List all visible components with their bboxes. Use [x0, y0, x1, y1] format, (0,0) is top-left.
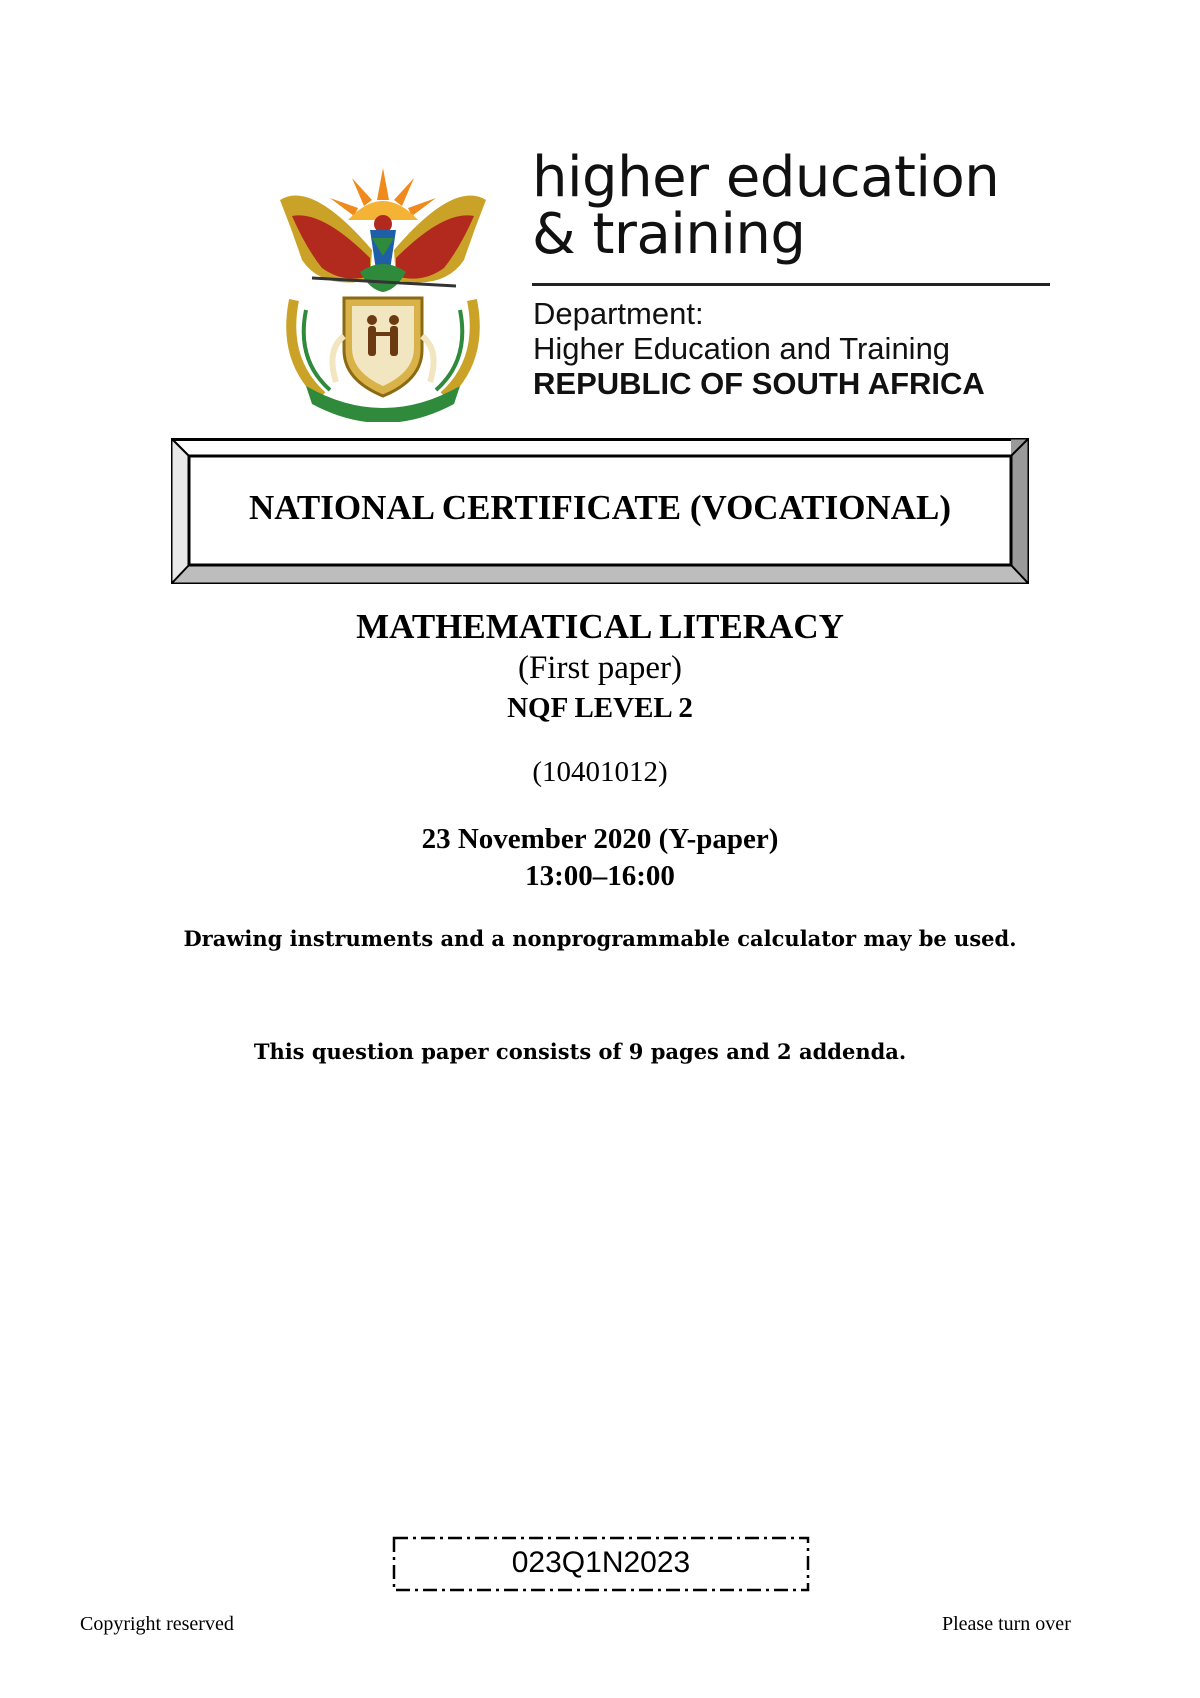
brand-wordmark	[532, 145, 1052, 267]
exam-instructions: Drawing instruments and a nonprogrammable calculator may be used.	[183, 926, 1017, 951]
exam-time: 13:00–16:00	[525, 860, 675, 892]
nqf-level: NQF LEVEL 2	[507, 692, 693, 724]
country-name: REPUBLIC OF SOUTH AFRICA	[533, 366, 985, 401]
paper-number: (First paper)	[517, 650, 683, 686]
copyright-notice: Copyright reserved	[80, 1613, 234, 1635]
certificate-title: NATIONAL CERTIFICATE (VOCATIONAL)	[248, 488, 952, 527]
department-name: Higher Education and Training	[533, 331, 951, 366]
brand-line-1: higher education	[532, 145, 1000, 210]
certificate-title-box	[171, 438, 1029, 584]
exam-date: 23 November 2020 (Y-paper)	[421, 823, 779, 855]
subject-title: MATHEMATICAL LITERACY	[356, 607, 844, 646]
page-count-note: This question paper consists of 9 pages and 2 addenda.	[253, 1039, 907, 1064]
department-block	[533, 296, 985, 402]
brand-line-2: & training	[532, 202, 806, 267]
subject-code: (10401012)	[532, 756, 668, 788]
paper-code-box	[392, 1536, 810, 1592]
coat-of-arms-icon	[272, 160, 494, 422]
paper-code: 023Q1N2023	[511, 1546, 691, 1579]
brand-divider	[532, 283, 1050, 286]
department-label: Department:	[533, 296, 704, 331]
turn-over-note: Please turn over	[942, 1613, 1071, 1635]
coat-of-arms-logo	[272, 160, 494, 422]
